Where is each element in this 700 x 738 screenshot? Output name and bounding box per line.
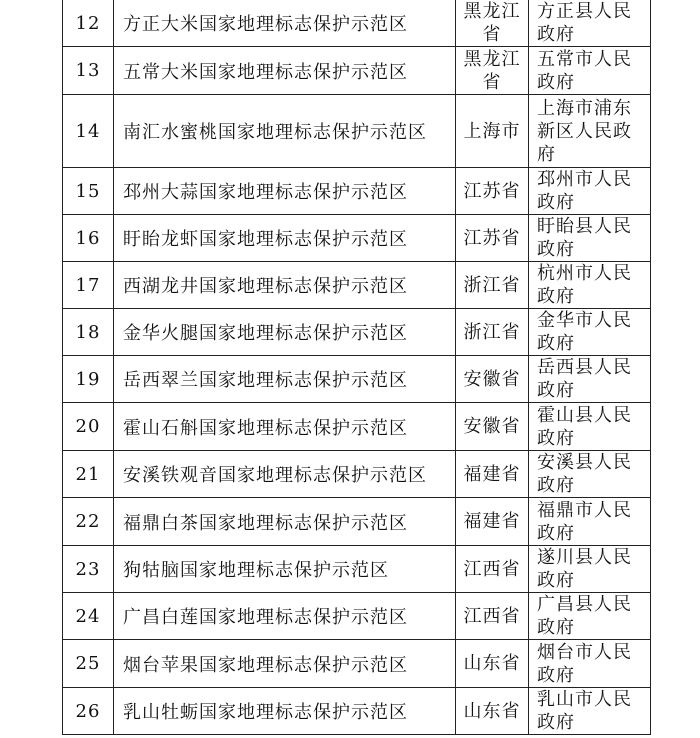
zone-name-cell: 福鼎白茶国家地理标志保护示范区 <box>114 498 456 546</box>
government-cell: 霍山县人民 政府 <box>529 403 651 451</box>
province-cell: 黑龙江 省 <box>456 47 529 95</box>
province-cell: 江苏省 <box>456 215 529 262</box>
zone-name-cell: 西湖龙井国家地理标志保护示范区 <box>114 262 456 309</box>
table-row <box>63 215 651 262</box>
government-cell: 岳西县人民 政府 <box>529 356 651 403</box>
table-row <box>63 403 651 451</box>
row-number-cell: 17 <box>63 262 114 309</box>
row-number-cell: 25 <box>63 640 114 688</box>
province-cell: 江苏省 <box>456 168 529 215</box>
zone-name-cell: 乳山牡蛎国家地理标志保护示范区 <box>114 688 456 735</box>
zone-name-cell: 安溪铁观音国家地理标志保护示范区 <box>114 451 456 498</box>
zone-name-cell: 广昌白莲国家地理标志保护示范区 <box>114 593 456 640</box>
zone-name-cell: 霍山石斛国家地理标志保护示范区 <box>114 403 456 451</box>
zone-name-cell: 狗牯脑国家地理标志保护示范区 <box>114 546 456 593</box>
table-row <box>63 95 651 168</box>
zone-name-cell: 南汇水蜜桃国家地理标志保护示范区 <box>114 95 456 168</box>
province-cell: 浙江省 <box>456 309 529 356</box>
row-number-cell: 24 <box>63 593 114 640</box>
table-row <box>63 168 651 215</box>
row-number-cell: 19 <box>63 356 114 403</box>
province-cell: 福建省 <box>456 451 529 498</box>
province-cell: 江西省 <box>456 546 529 593</box>
row-number-cell: 26 <box>63 688 114 735</box>
government-cell: 安溪县人民 政府 <box>529 451 651 498</box>
zone-name-cell: 邳州大蒜国家地理标志保护示范区 <box>114 168 456 215</box>
row-number-cell: 14 <box>63 95 114 168</box>
government-cell: 上海市浦东 新区人民政 府 <box>529 95 651 168</box>
government-cell: 邳州市人民 政府 <box>529 168 651 215</box>
row-number-cell: 18 <box>63 309 114 356</box>
row-number-cell: 20 <box>63 403 114 451</box>
province-cell: 福建省 <box>456 498 529 546</box>
government-cell: 广昌县人民 政府 <box>529 593 651 640</box>
province-cell: 安徽省 <box>456 356 529 403</box>
demonstration-zone-table <box>62 0 651 735</box>
government-cell: 乳山市人民 政府 <box>529 688 651 735</box>
zone-name-cell: 金华火腿国家地理标志保护示范区 <box>114 309 456 356</box>
row-number-cell: 23 <box>63 546 114 593</box>
table-row <box>63 0 651 47</box>
government-cell: 遂川县人民 政府 <box>529 546 651 593</box>
row-number-cell: 22 <box>63 498 114 546</box>
province-cell: 上海市 <box>456 95 529 168</box>
table-body <box>63 0 651 735</box>
table-row <box>63 309 651 356</box>
table-row <box>63 593 651 640</box>
province-cell: 安徽省 <box>456 403 529 451</box>
zone-name-cell: 方正大米国家地理标志保护示范区 <box>114 0 456 47</box>
table-row <box>63 688 651 735</box>
row-number-cell: 16 <box>63 215 114 262</box>
table-row <box>63 47 651 95</box>
table-row <box>63 498 651 546</box>
zone-name-cell: 五常大米国家地理标志保护示范区 <box>114 47 456 95</box>
table-row <box>63 640 651 688</box>
province-cell: 浙江省 <box>456 262 529 309</box>
province-cell: 山东省 <box>456 688 529 735</box>
zone-name-cell: 盱眙龙虾国家地理标志保护示范区 <box>114 215 456 262</box>
government-cell: 烟台市人民 政府 <box>529 640 651 688</box>
government-cell: 金华市人民 政府 <box>529 309 651 356</box>
zone-name-cell: 岳西翠兰国家地理标志保护示范区 <box>114 356 456 403</box>
table-row <box>63 451 651 498</box>
table-row <box>63 546 651 593</box>
table-row <box>63 356 651 403</box>
row-number-cell: 21 <box>63 451 114 498</box>
row-number-cell: 12 <box>63 0 114 47</box>
province-cell: 黑龙江 省 <box>456 0 529 47</box>
row-number-cell: 15 <box>63 168 114 215</box>
province-cell: 山东省 <box>456 640 529 688</box>
government-cell: 杭州市人民 政府 <box>529 262 651 309</box>
government-cell: 方正县人民 政府 <box>529 0 651 47</box>
government-cell: 盱眙县人民 政府 <box>529 215 651 262</box>
row-number-cell: 13 <box>63 47 114 95</box>
zone-name-cell: 烟台苹果国家地理标志保护示范区 <box>114 640 456 688</box>
government-cell: 五常市人民 政府 <box>529 47 651 95</box>
table-row <box>63 262 651 309</box>
province-cell: 江西省 <box>456 593 529 640</box>
government-cell: 福鼎市人民 政府 <box>529 498 651 546</box>
